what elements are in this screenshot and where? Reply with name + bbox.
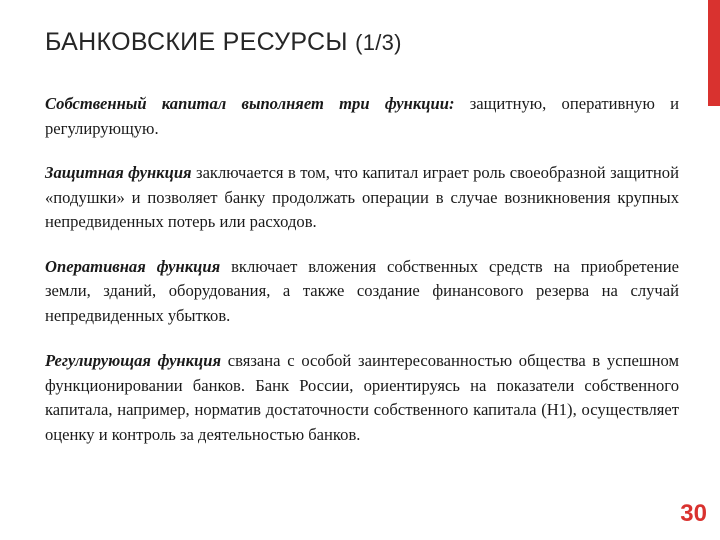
title-part: (1/3) bbox=[355, 30, 402, 55]
paragraph-intro bbox=[45, 92, 679, 141]
intro-text: защитную, оперативную и регулирующую. bbox=[45, 94, 679, 138]
operative-text: включает вложения собственных средств на приобретение земли, зданий, оборудования, а также создание финансового резерва на случай непредвиденных убытков. bbox=[45, 256, 679, 325]
intro-lead: Собственный капитал выполняет три функции: bbox=[45, 94, 455, 113]
title-main: БАНКОВСКИЕ РЕСУРСЫ bbox=[45, 28, 348, 56]
protective-text: заключается в том, что капитал играет роль своеобразной защитной «подушки» и позволяет банку продолжать операции в случае возникновения крупных непредвиденных потерь или расходов. bbox=[45, 163, 679, 231]
protective-lead: Защитная функция bbox=[45, 163, 192, 182]
accent-bar bbox=[708, 0, 720, 106]
paragraph-operative bbox=[45, 255, 679, 329]
operative-lead: Оперативная функция bbox=[45, 256, 221, 276]
paragraph-protective bbox=[45, 161, 679, 235]
regulating-lead: Регулирующая функция bbox=[45, 351, 222, 370]
page-number: 30 bbox=[680, 500, 707, 527]
slide-title bbox=[45, 28, 402, 57]
regulating-text: связана с особой заинтересованностью общества в успешном функционировании банков. Банк России, ориентируясь на показатели собственного капитала, например, норматив достаточности собственного капитала (Н1), осуществляет оценку и контроль за деятельностью банков. bbox=[45, 351, 679, 444]
paragraph-regulating bbox=[45, 349, 679, 447]
slide-content bbox=[45, 92, 679, 467]
